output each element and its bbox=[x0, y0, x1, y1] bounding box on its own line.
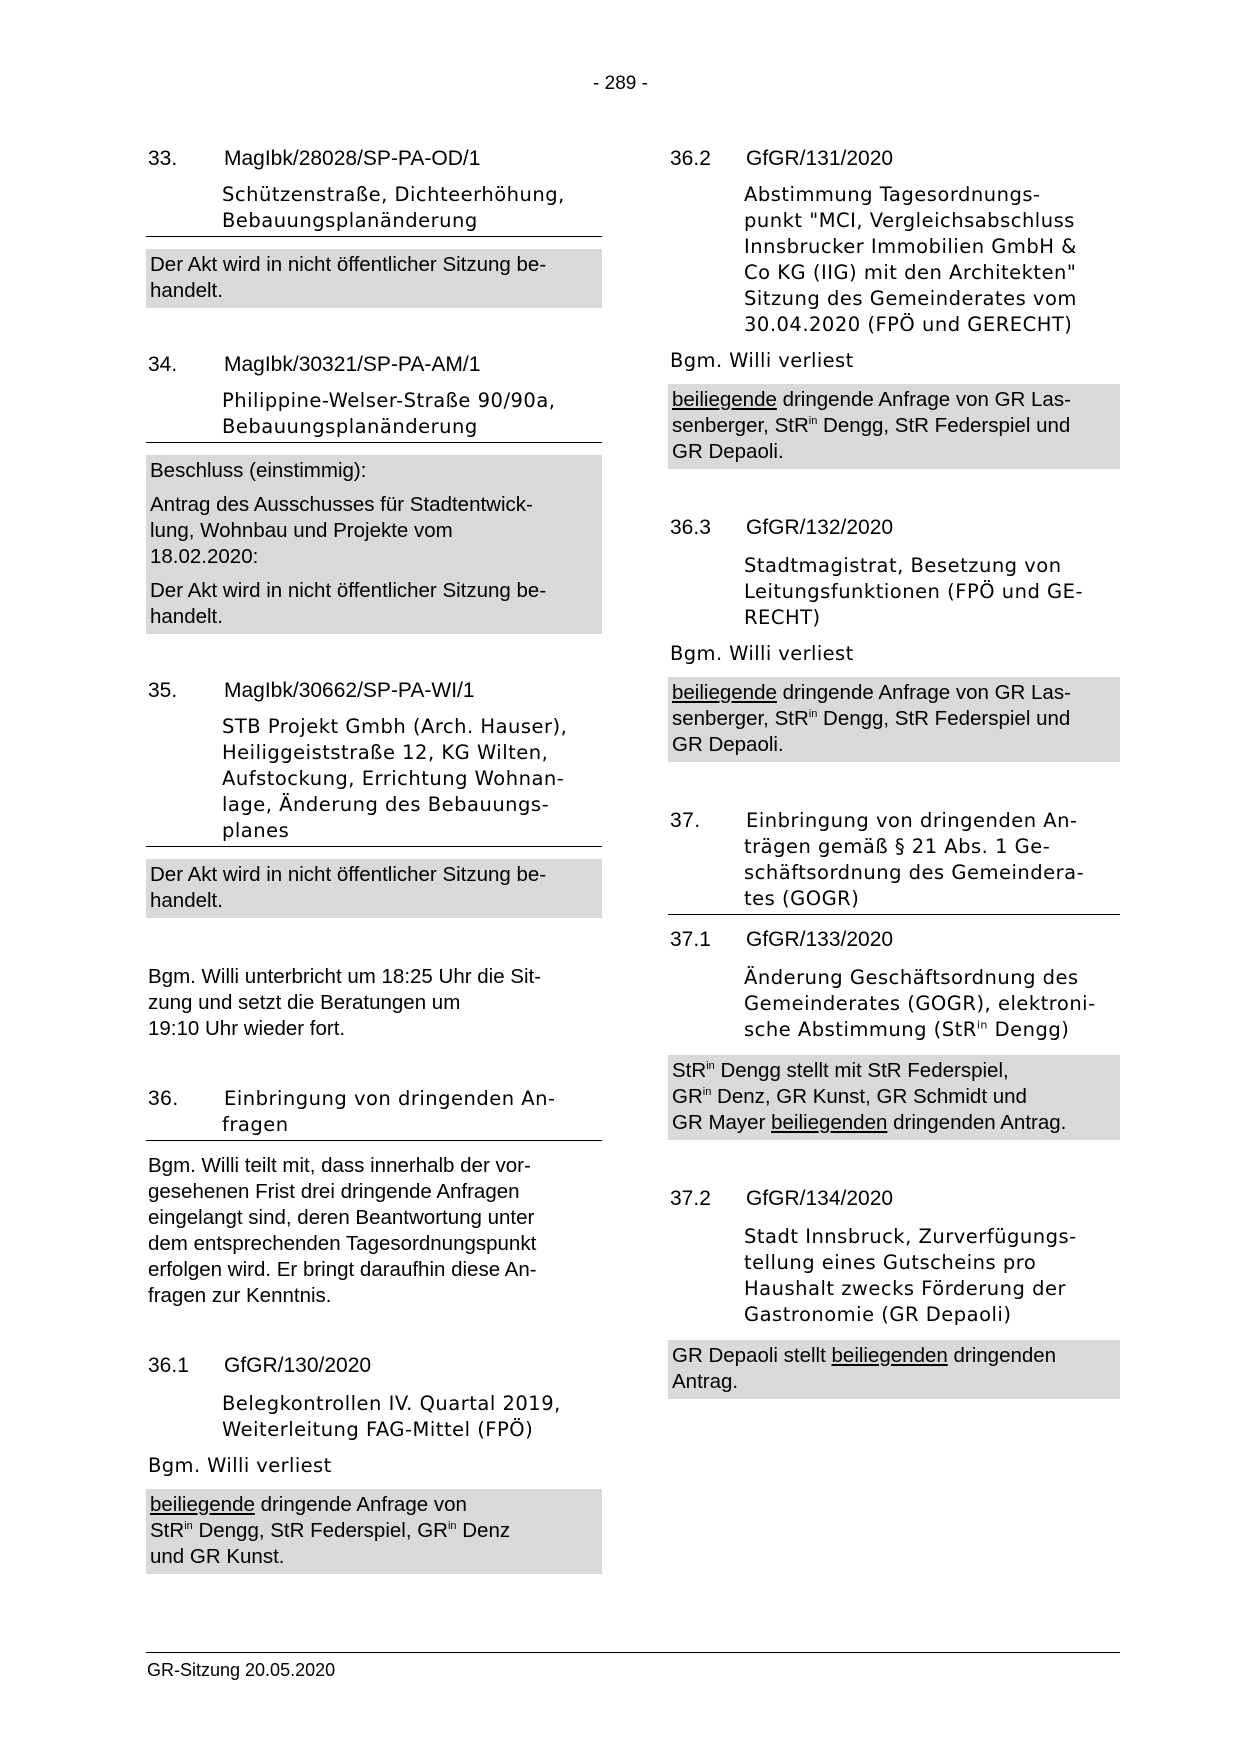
resolution-box bbox=[668, 1340, 1120, 1399]
item-title: Gemeinderates (GOGR), elektroni- bbox=[744, 992, 1096, 1015]
text-line: fragen zur Kenntnis. bbox=[148, 1284, 332, 1307]
reads-note: Bgm. Willi verliest bbox=[148, 1454, 332, 1477]
item-title: Schützenstraße, Dichteerhöhung, bbox=[222, 183, 565, 206]
box-text: senberger, StR bbox=[672, 414, 809, 437]
item-code: MagIbk/28028/SP-PA-OD/1 bbox=[224, 147, 481, 170]
item-title: RECHT) bbox=[744, 606, 821, 629]
right-column bbox=[668, 146, 1120, 1399]
agenda-item-36-2 bbox=[668, 146, 1120, 469]
item-title: Philippine-Welser-Straße 90/90a, bbox=[222, 389, 556, 412]
box-text: senberger, StR bbox=[672, 707, 809, 730]
text-line: zung und setzt die Beratungen um bbox=[148, 991, 461, 1014]
item-number: 35. bbox=[148, 679, 178, 702]
box-text: dringende Anfrage von GR Las- bbox=[776, 681, 1071, 704]
superscript: in bbox=[702, 1086, 712, 1099]
reads-note: Bgm. Willi verliest bbox=[670, 642, 854, 665]
item-number: 36.1 bbox=[148, 1354, 189, 1377]
attachment-link[interactable]: beiliegenden bbox=[771, 1111, 888, 1134]
item-title: Heiliggeiststraße 12, KG Wilten, bbox=[222, 741, 549, 764]
agenda-item-35 bbox=[146, 678, 602, 918]
box-text: dringenden Antrag. bbox=[887, 1111, 1067, 1134]
box-text: GR Mayer bbox=[672, 1111, 772, 1134]
resolution-box bbox=[146, 249, 602, 308]
item-title: Bebauungsplanänderung bbox=[222, 209, 478, 232]
item-title: Innsbrucker Immobilien GmbH & bbox=[744, 235, 1077, 258]
reads-note: Bgm. Willi verliest bbox=[670, 349, 854, 372]
item-number: 37. bbox=[670, 809, 701, 832]
item-title: Stadt Innsbruck, Zurverfügungs- bbox=[744, 1225, 1077, 1248]
box-text: StR bbox=[150, 1519, 185, 1542]
item-title: 30.04.2020 (FPÖ und GERECHT) bbox=[744, 313, 1073, 336]
announcement-text bbox=[146, 1153, 602, 1309]
item-title: Belegkontrollen IV. Quartal 2019, bbox=[222, 1392, 561, 1415]
resolution-box bbox=[668, 384, 1120, 469]
superscript: in bbox=[184, 1520, 193, 1533]
item-title: Haushalt zwecks Förderung der bbox=[744, 1277, 1066, 1300]
item-number: 37.2 bbox=[670, 1187, 711, 1210]
attachment-link[interactable]: beiliegenden bbox=[831, 1344, 948, 1367]
item-title: tellung eines Gutscheins pro bbox=[744, 1251, 1037, 1274]
item-title: Bebauungsplanänderung bbox=[222, 415, 478, 438]
item-title: fragen bbox=[222, 1113, 289, 1136]
item-title: STB Projekt Gmbh (Arch. Hauser), bbox=[222, 715, 568, 738]
box-text: Denz, GR Kunst, GR Schmidt und bbox=[711, 1085, 1027, 1108]
resolution-box bbox=[668, 1055, 1120, 1140]
box-text: handelt. bbox=[150, 605, 223, 628]
item-number: 37.1 bbox=[670, 928, 711, 951]
resolution-box bbox=[146, 455, 602, 634]
item-code: GfGR/134/2020 bbox=[746, 1187, 894, 1210]
box-text: Der Akt wird in nicht öffentlicher Sitzung be- bbox=[150, 863, 547, 886]
agenda-item-36-3 bbox=[668, 515, 1120, 762]
text-line: Bgm. Willi teilt mit, dass innerhalb der vor- bbox=[148, 1154, 531, 1177]
text-line: Bgm. Willi unterbricht um 18:25 Uhr die Sit- bbox=[148, 965, 542, 988]
item-title: Sitzung des Gemeinderates vom bbox=[744, 287, 1077, 310]
box-text: Dengg, StR Federspiel und bbox=[817, 414, 1071, 437]
item-title: Stadtmagistrat, Besetzung von bbox=[744, 554, 1062, 577]
box-text: Der Akt wird in nicht öffentlicher Sitzung be- bbox=[150, 253, 547, 276]
item-code: MagIbk/30662/SP-PA-WI/1 bbox=[224, 679, 475, 702]
item-title: Einbringung von dringenden An- bbox=[746, 809, 1078, 832]
item-title: punkt "MCI, Vergleichsabschluss bbox=[744, 209, 1075, 232]
item-title: planes bbox=[222, 819, 290, 842]
text-line: erfolgen wird. Er bringt daraufhin diese An- bbox=[148, 1258, 537, 1281]
item-title: lage, Änderung des Bebauungs- bbox=[222, 793, 550, 816]
box-text: dringende Anfrage von bbox=[254, 1493, 467, 1516]
box-text: Dengg stellt mit StR Federspiel, bbox=[714, 1059, 1009, 1082]
box-text: 18.02.2020: bbox=[150, 545, 259, 568]
item-code: GfGR/130/2020 bbox=[224, 1354, 372, 1377]
title-text: Dengg) bbox=[987, 1018, 1070, 1041]
page-number: - 289 - bbox=[593, 73, 648, 94]
resolution-box bbox=[146, 859, 602, 918]
item-code: GfGR/133/2020 bbox=[746, 928, 894, 951]
agenda-item-33 bbox=[146, 146, 602, 308]
item-title-line bbox=[668, 1017, 1120, 1043]
box-text: Beschluss (einstimmig): bbox=[150, 459, 367, 482]
superscript: in bbox=[808, 708, 818, 721]
box-text: und GR Kunst. bbox=[150, 1545, 285, 1568]
item-number: 33. bbox=[148, 147, 178, 170]
box-text: Antrag des Ausschusses für Stadtentwick- bbox=[150, 493, 533, 516]
box-text: handelt. bbox=[150, 889, 223, 912]
box-text: Dengg, StR Federspiel, GR bbox=[192, 1519, 448, 1542]
agenda-item-37 bbox=[668, 808, 1120, 915]
box-text: GR Depaoli. bbox=[672, 440, 784, 463]
text-line: eingelangt sind, deren Beantwortung unter bbox=[148, 1206, 535, 1229]
text-line: gesehenen Frist drei dringende Anfragen bbox=[148, 1180, 520, 1203]
item-number: 36. bbox=[148, 1087, 179, 1110]
superscript: in bbox=[447, 1520, 457, 1533]
session-break-note bbox=[146, 964, 602, 1042]
item-title: Weiterleitung FAG-Mittel (FPÖ) bbox=[222, 1418, 534, 1441]
box-text: Dengg, StR Federspiel und bbox=[817, 707, 1071, 730]
resolution-box bbox=[668, 677, 1120, 762]
box-text: GR Depaoli. bbox=[672, 733, 784, 756]
agenda-item-34 bbox=[146, 352, 602, 634]
box-text: dringenden bbox=[947, 1344, 1057, 1367]
item-code: GfGR/132/2020 bbox=[746, 516, 894, 539]
item-number: 34. bbox=[148, 353, 178, 376]
agenda-item-36-1 bbox=[146, 1353, 602, 1574]
agenda-item-37-1 bbox=[668, 927, 1120, 1140]
item-title: trägen gemäß § 21 Abs. 1 Ge- bbox=[744, 835, 1051, 858]
item-title: Aufstockung, Errichtung Wohnan- bbox=[222, 767, 565, 790]
item-title: Abstimmung Tagesordnungs- bbox=[744, 183, 1041, 206]
item-title: schäftsordnung des Gemeindera- bbox=[744, 861, 1085, 884]
item-title: Einbringung von dringenden An- bbox=[224, 1087, 556, 1110]
item-title: Änderung Geschäftsordnung des bbox=[744, 966, 1079, 989]
item-code: MagIbk/30321/SP-PA-AM/1 bbox=[224, 353, 481, 376]
box-text: StR bbox=[672, 1059, 707, 1082]
box-text: GR bbox=[672, 1085, 703, 1108]
superscript: in bbox=[706, 1060, 715, 1073]
box-text: lung, Wohnbau und Projekte vom bbox=[150, 519, 453, 542]
agenda-item-37-2 bbox=[668, 1186, 1120, 1399]
attachment-link[interactable]: beiliegende bbox=[150, 1493, 255, 1516]
item-number: 36.2 bbox=[670, 147, 711, 170]
item-code: GfGR/131/2020 bbox=[746, 147, 894, 170]
agenda-item-36 bbox=[146, 1086, 602, 1309]
footer-session-date: GR-Sitzung 20.05.2020 bbox=[147, 1660, 336, 1680]
item-number: 36.3 bbox=[670, 516, 711, 539]
left-column bbox=[146, 146, 602, 1574]
text-line: dem entsprechenden Tagesordnungspunkt bbox=[148, 1232, 537, 1255]
attachment-link[interactable]: beiliegende bbox=[672, 388, 777, 411]
title-text: sche Abstimmung (StR bbox=[744, 1018, 977, 1041]
box-text: GR Depaoli stellt bbox=[672, 1344, 832, 1367]
box-text: Antrag. bbox=[672, 1370, 739, 1393]
item-title: Leitungsfunktionen (FPÖ und GE- bbox=[744, 580, 1084, 603]
text-line: 19:10 Uhr wieder fort. bbox=[148, 1017, 346, 1040]
attachment-link[interactable]: beiliegende bbox=[672, 681, 777, 704]
resolution-box bbox=[146, 1489, 602, 1574]
item-title: tes (GOGR) bbox=[744, 887, 860, 910]
box-text: Der Akt wird in nicht öffentlicher Sitzung be- bbox=[150, 579, 547, 602]
footer-divider bbox=[146, 1652, 1120, 1653]
box-text: dringende Anfrage von GR Las- bbox=[776, 388, 1071, 411]
item-title: Co KG (IIG) mit den Architekten" bbox=[744, 261, 1077, 284]
box-text: Denz bbox=[456, 1519, 511, 1542]
superscript: in bbox=[808, 415, 818, 428]
superscript: in bbox=[976, 1018, 988, 1032]
box-text: handelt. bbox=[150, 279, 223, 302]
item-title: Gastronomie (GR Depaoli) bbox=[744, 1303, 1012, 1326]
